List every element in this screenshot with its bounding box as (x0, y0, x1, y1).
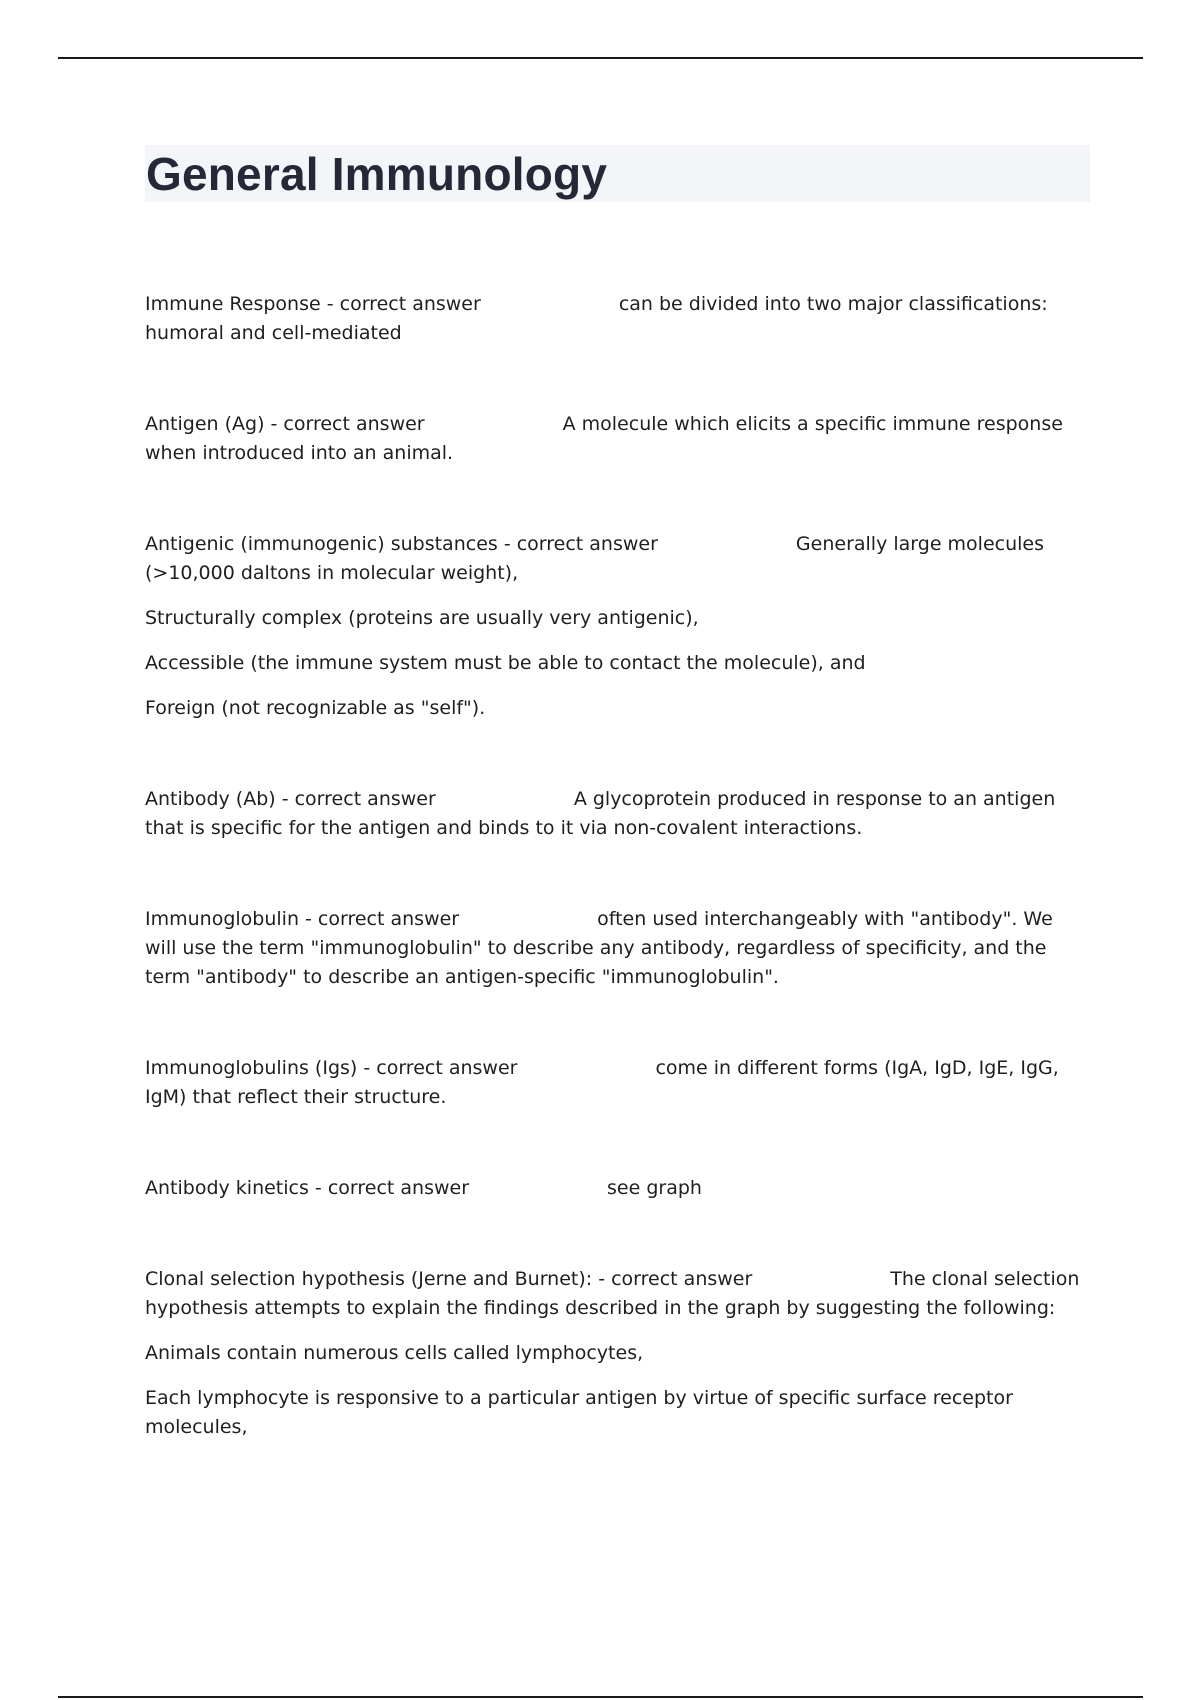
bottom-rule (58, 1696, 1143, 1698)
entry-term: Immune Response - correct answer (145, 293, 481, 315)
entry-term: Immunoglobulin - correct answer (145, 908, 460, 930)
flashcard-entry (145, 410, 1090, 468)
entry-extra-line: Structurally complex (proteins are usually very antigenic), (145, 607, 699, 629)
flashcard-entry (145, 290, 1090, 348)
entry-definition: come in different forms (IgA, IgD, IgE, IgG, IgM) that reflect their structure. (145, 1057, 1059, 1108)
entry-definition: can be divided into two major classifications: humoral and cell-mediated (145, 293, 1048, 344)
flashcard-entry (145, 1265, 1090, 1442)
entry-term: Antibody kinetics - correct answer (145, 1177, 470, 1199)
flashcard-entry (145, 530, 1090, 723)
document-title: General Immunology (146, 148, 608, 200)
entry-paragraph (145, 905, 1090, 992)
entry-definition: A glycoprotein produced in response to an antigen that is specific for the antigen and binds to it via non-covalent interactions. (145, 788, 1056, 839)
entry-paragraph (145, 1174, 1090, 1203)
entry-paragraph (145, 410, 1090, 468)
entry-extra-line: Foreign (not recognizable as "self"). (145, 697, 486, 719)
entry-paragraph (145, 290, 1090, 348)
entry-term: Clonal selection hypothesis (Jerne and Burnet): - correct answer (145, 1268, 753, 1290)
entry-term: Antigen (Ag) - correct answer (145, 413, 425, 435)
entry-definition: A molecule which elicits a specific immune response when introduced into an animal. (145, 413, 1063, 464)
entry-definition: see graph (607, 1177, 702, 1199)
flashcard-entry (145, 785, 1090, 843)
entry-term: Immunoglobulins (Igs) - correct answer (145, 1057, 518, 1079)
entry-term: Antibody (Ab) - correct answer (145, 788, 436, 810)
entry-extra-line: Accessible (the immune system must be able to contact the molecule), and (145, 652, 866, 674)
top-rule (58, 57, 1143, 59)
entry-definition: The clonal selection hypothesis attempts to explain the findings described in the graph by suggesting the following: (145, 1268, 1080, 1319)
flashcard-entry (145, 1054, 1090, 1112)
entry-paragraph (145, 785, 1090, 843)
flashcard-list (145, 290, 1090, 1504)
entry-definition: often used interchangeably with "antibody". We will use the term "immunoglobulin" to describe any antibody, regardless of specificity, and the term "antibody" to describe an antigen-specific "immunoglobulin". (145, 908, 1053, 988)
flashcard-entry (145, 905, 1090, 992)
entry-term: Antigenic (immunogenic) substances - correct answer (145, 533, 658, 555)
entry-definition: Generally large molecules (>10,000 daltons in molecular weight), (145, 533, 1045, 584)
entry-paragraph (145, 1054, 1090, 1112)
entry-extra-line: Animals contain numerous cells called lymphocytes, (145, 1342, 644, 1364)
entry-paragraph (145, 1265, 1090, 1323)
entry-paragraph (145, 530, 1090, 588)
flashcard-entry (145, 1174, 1090, 1203)
entry-extra-line: Each lymphocyte is responsive to a particular antigen by virtue of specific surface receptor molecules, (145, 1387, 1013, 1438)
